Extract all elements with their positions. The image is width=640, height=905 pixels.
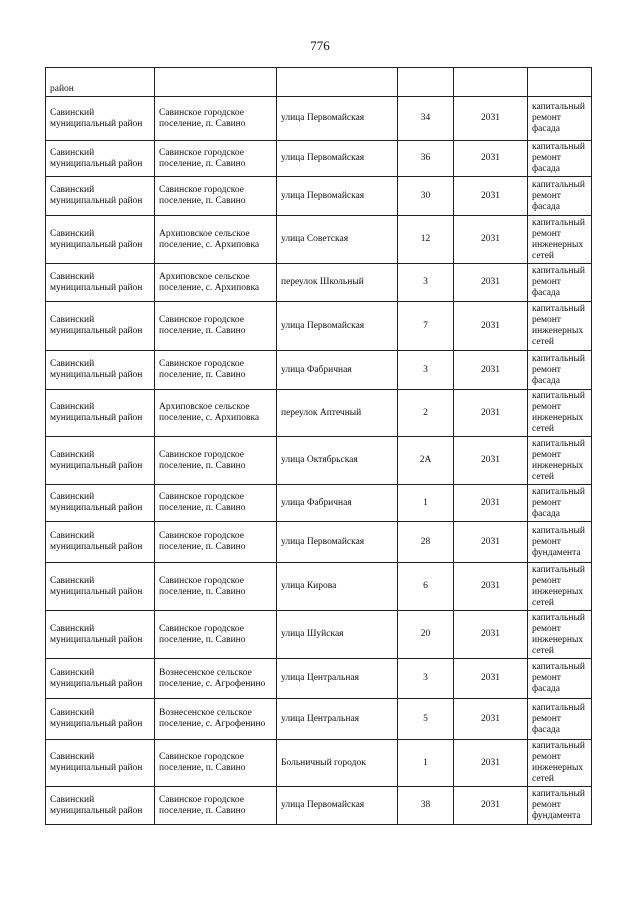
street-cell: улица Первомайская: [277, 522, 398, 563]
work-type-cell: капитальный ремонт фасада: [528, 699, 592, 740]
work-type-cell: капитальный ремонт фасада: [528, 97, 592, 141]
year-cell: 2031: [454, 522, 528, 563]
house-cell: 3: [398, 659, 454, 699]
year-cell: 2031: [454, 177, 528, 216]
work-type-cell: капитальный ремонт фасада: [528, 264, 592, 302]
year-cell: 2031: [454, 563, 528, 611]
street-cell: улица Фабричная: [277, 351, 398, 390]
district-cell: Савинский муниципальный район: [46, 97, 155, 141]
table-row: [46, 563, 592, 611]
street-cell: улица Октябрьская: [277, 437, 398, 485]
continuation-row: [46, 68, 592, 97]
house-cell: 1: [398, 485, 454, 522]
table-row: [46, 699, 592, 740]
district-cell: Савинский муниципальный район: [46, 141, 155, 177]
house-cell: 7: [398, 302, 454, 351]
table-row: [46, 611, 592, 659]
year-cell: 2031: [454, 390, 528, 437]
settlement-cell: Архиповское сельское поселение, с. Архиповка: [155, 390, 277, 437]
street-cell: улица Первомайская: [277, 97, 398, 141]
house-cell: 6: [398, 563, 454, 611]
district-cell: Савинский муниципальный район: [46, 216, 155, 264]
settlement-cell: Савинское городское поселение, п. Савино: [155, 141, 277, 177]
table-row: [46, 97, 592, 141]
work-type-cell: капитальный ремонт фундамента: [528, 787, 592, 825]
street-cell: улица Фабричная: [277, 485, 398, 522]
house-cell: 20: [398, 611, 454, 659]
house-cell: 34: [398, 97, 454, 141]
street-cell: Больничный городок: [277, 740, 398, 787]
work-type-cell: капитальный ремонт фасада: [528, 177, 592, 216]
district-cell: Савинский муниципальный район: [46, 699, 155, 740]
table-row: [46, 177, 592, 216]
year-cell: 2031: [454, 264, 528, 302]
table-row: [46, 390, 592, 437]
house-cell: 28: [398, 522, 454, 563]
house-cell: 3: [398, 264, 454, 302]
settlement-cell: Архиповское сельское поселение, с. Архиповка: [155, 216, 277, 264]
district-cell: Савинский муниципальный район: [46, 302, 155, 351]
street-cell: улица Центральная: [277, 699, 398, 740]
year-cell: 2031: [454, 699, 528, 740]
house-cell: 38: [398, 787, 454, 825]
table-row: [46, 787, 592, 825]
street-cell: улица Первомайская: [277, 787, 398, 825]
work-type-cell: капитальный ремонт инженерных сетей: [528, 563, 592, 611]
table-row: [46, 264, 592, 302]
street-cell: переулок Школьный: [277, 264, 398, 302]
settlement-cell: Савинское городское поселение, п. Савино: [155, 437, 277, 485]
district-cell: Савинский муниципальный район: [46, 437, 155, 485]
work-type-cell: капитальный ремонт фасада: [528, 141, 592, 177]
settlement-cell: Савинское городское поселение, п. Савино: [155, 522, 277, 563]
table-body: [46, 68, 592, 825]
district-cell: Савинский муниципальный район: [46, 787, 155, 825]
street-cell: улица Шуйская: [277, 611, 398, 659]
work-type-cell: капитальный ремонт инженерных сетей: [528, 740, 592, 787]
table-row: [46, 351, 592, 390]
district-cell: Савинский муниципальный район: [46, 351, 155, 390]
street-cell: улица Центральная: [277, 659, 398, 699]
street-cell: улица Первомайская: [277, 177, 398, 216]
year-cell: 2031: [454, 302, 528, 351]
table-row: [46, 141, 592, 177]
house-cell: 5: [398, 699, 454, 740]
year-cell: 2031: [454, 740, 528, 787]
table-row: [46, 216, 592, 264]
district-cell: район: [46, 68, 155, 97]
year-cell: 2031: [454, 351, 528, 390]
settlement-cell: Архиповское сельское поселение, с. Архиповка: [155, 264, 277, 302]
street-cell: улица Первомайская: [277, 141, 398, 177]
settlement-cell: Савинское городское поселение, п. Савино: [155, 302, 277, 351]
street-cell: переулок Аптечный: [277, 390, 398, 437]
year-cell: [454, 68, 528, 97]
house-cell: 30: [398, 177, 454, 216]
table-row: [46, 437, 592, 485]
district-cell: Савинский муниципальный район: [46, 563, 155, 611]
district-cell: Савинский муниципальный район: [46, 390, 155, 437]
year-cell: 2031: [454, 659, 528, 699]
settlement-cell: Савинское городское поселение, п. Савино: [155, 611, 277, 659]
table-row: [46, 302, 592, 351]
settlement-cell: Вознесенское сельское поселение, с. Агрофенино: [155, 699, 277, 740]
settlement-cell: Савинское городское поселение, п. Савино: [155, 787, 277, 825]
settlement-cell: Савинское городское поселение, п. Савино: [155, 740, 277, 787]
year-cell: 2031: [454, 611, 528, 659]
table-row: [46, 522, 592, 563]
page-number: 776: [310, 38, 330, 53]
street-cell: улица Кирова: [277, 563, 398, 611]
house-cell: 2: [398, 390, 454, 437]
street-cell: улица Первомайская: [277, 302, 398, 351]
table-row: [46, 659, 592, 699]
work-type-cell: [528, 68, 592, 97]
settlement-cell: Савинское городское поселение, п. Савино: [155, 97, 277, 141]
work-type-cell: капитальный ремонт инженерных сетей: [528, 216, 592, 264]
house-cell: 2А: [398, 437, 454, 485]
district-cell: Савинский муниципальный район: [46, 740, 155, 787]
table-row: [46, 740, 592, 787]
street-cell: улица Советская: [277, 216, 398, 264]
settlement-cell: Савинское городское поселение, п. Савино: [155, 485, 277, 522]
district-cell: Савинский муниципальный район: [46, 264, 155, 302]
work-type-cell: капитальный ремонт инженерных сетей: [528, 611, 592, 659]
work-type-cell: капитальный ремонт фундамента: [528, 522, 592, 563]
house-cell: 3: [398, 351, 454, 390]
year-cell: 2031: [454, 216, 528, 264]
year-cell: 2031: [454, 787, 528, 825]
district-cell: Савинский муниципальный район: [46, 177, 155, 216]
housing-repair-table: [45, 67, 592, 825]
settlement-cell: Савинское городское поселение, п. Савино: [155, 177, 277, 216]
settlement-cell: Вознесенское сельское поселение, с. Агрофенино: [155, 659, 277, 699]
house-cell: 36: [398, 141, 454, 177]
year-cell: 2031: [454, 485, 528, 522]
settlement-cell: Савинское городское поселение, п. Савино: [155, 563, 277, 611]
work-type-cell: капитальный ремонт фасада: [528, 485, 592, 522]
district-cell: Савинский муниципальный район: [46, 611, 155, 659]
house-cell: 12: [398, 216, 454, 264]
work-type-cell: капитальный ремонт инженерных сетей: [528, 390, 592, 437]
year-cell: 2031: [454, 141, 528, 177]
work-type-cell: капитальный ремонт инженерных сетей: [528, 437, 592, 485]
street-cell: [277, 68, 398, 97]
year-cell: 2031: [454, 97, 528, 141]
district-cell: Савинский муниципальный район: [46, 659, 155, 699]
settlement-cell: [155, 68, 277, 97]
house-cell: [398, 68, 454, 97]
settlement-cell: Савинское городское поселение, п. Савино: [155, 351, 277, 390]
district-cell: Савинский муниципальный район: [46, 522, 155, 563]
work-type-cell: капитальный ремонт фасада: [528, 659, 592, 699]
district-cell: Савинский муниципальный район: [46, 485, 155, 522]
work-type-cell: капитальный ремонт инженерных сетей: [528, 302, 592, 351]
year-cell: 2031: [454, 437, 528, 485]
work-type-cell: капитальный ремонт фасада: [528, 351, 592, 390]
table-row: [46, 485, 592, 522]
house-cell: 1: [398, 740, 454, 787]
